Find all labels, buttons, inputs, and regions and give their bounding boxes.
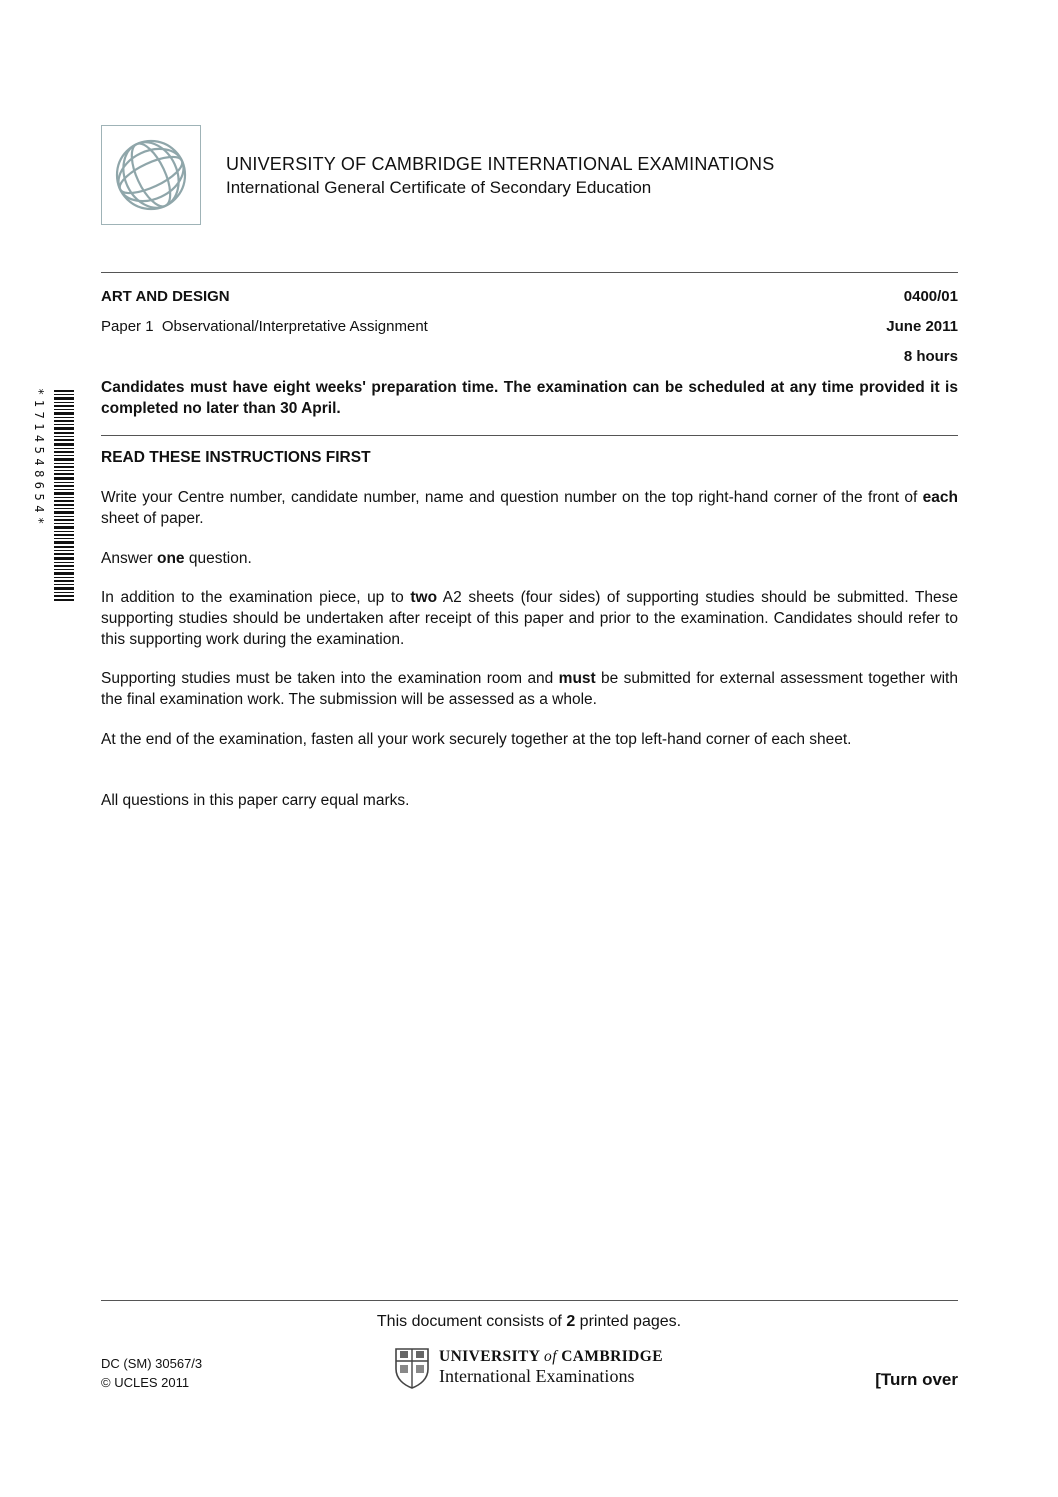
barcode-number: *1714548654* bbox=[32, 388, 46, 529]
turn-over: [Turn over bbox=[875, 1370, 958, 1389]
qualification-name: International General Certificate of Secondary Education bbox=[226, 178, 652, 197]
university-subtitle: International Examinations bbox=[439, 1366, 635, 1386]
document-reference: DC (SM) 30567/3 bbox=[101, 1356, 203, 1371]
exam-duration: 8 hours bbox=[903, 348, 958, 365]
cambridge-shield-icon bbox=[394, 1347, 430, 1389]
instruction-paragraph: All questions in this paper carry equal marks. bbox=[101, 792, 410, 809]
university-wordmark: UNIVERSITY of CAMBRIDGE bbox=[439, 1348, 663, 1365]
instruction-paragraph: At the end of the examination, fasten all your work securely together at the top left-hand corner of each sheet. bbox=[101, 731, 852, 748]
instruction-paragraph: Write your Centre number, candidate number, name and question number on the top right-hand corner of the front of each sheet of paper. bbox=[101, 489, 958, 527]
instruction-paragraph: In addition to the examination piece, up to two A2 sheets (four sides) of supporting studies should be submitted. These supporting studies should be undertaken after receipt of this paper and prior to the examination. Candidates should refer to this supporting work during the examination. bbox=[101, 589, 958, 648]
footer-divider bbox=[101, 1300, 958, 1301]
page-count-note: This document consists of 2 printed pages. bbox=[376, 1313, 682, 1330]
preparation-notice: Candidates must have eight weeks' preparation time. The examination can be scheduled at any time provided it is completed no later than 30 April. bbox=[101, 379, 958, 417]
organisation-name: UNIVERSITY OF CAMBRIDGE INTERNATIONAL EXAMINATIONS bbox=[226, 154, 775, 174]
paper-title: Paper 1 Observational/Interpretative Assignment bbox=[101, 318, 428, 335]
instruction-paragraph: Supporting studies must be taken into the examination room and must be submitted for external assessment together with the final examination work. The submission will be assessed as a whole. bbox=[101, 670, 958, 708]
header-divider bbox=[101, 272, 958, 273]
copyright: © UCLES 2011 bbox=[101, 1375, 190, 1390]
globe-icon bbox=[110, 134, 192, 216]
instruction-paragraph: Answer one question. bbox=[101, 550, 252, 567]
instructions-divider bbox=[101, 435, 958, 436]
instructions-title: READ THESE INSTRUCTIONS FIRST bbox=[101, 449, 371, 466]
paper-code: 0400/01 bbox=[903, 288, 958, 305]
exam-session: June 2011 bbox=[886, 318, 958, 335]
subject-title: ART AND DESIGN bbox=[101, 288, 230, 305]
globe-logo bbox=[101, 125, 201, 225]
